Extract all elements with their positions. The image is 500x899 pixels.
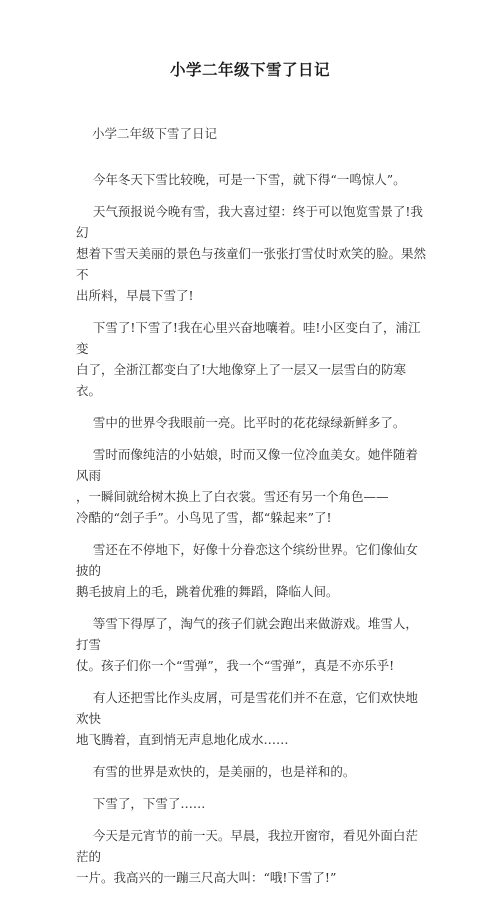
paragraph: 下雪了，下雪了…… <box>92 796 206 811</box>
paragraph: 下雪了!下雪了!我在心里兴奋地嚷着。哇!小区变白了，浦江变 白了，全浙江都变白了!大地像穿上了一层又一层雪白的防寒衣。 <box>76 320 421 398</box>
article-subtitle: 小学二年级下雪了日记 <box>92 126 218 141</box>
paragraph: 天气预报说今晚有雪，我大喜过望：终于可以饱览雪景了!我幻 想着下雪天美丽的景色与孩童们一张张打雪仗时欢笑的脸。果然不 出所料，早晨下雪了! <box>76 204 427 303</box>
paragraph: 雪时而像纯洁的小姑娘，时而又像一位冷血美女。她伴随着风雨 ，一瞬间就给树木换上了白衣裳。雪还有另一个角色—— 冷酷的“刽子手”。小鸟见了雪，都“躲起来”了! <box>76 447 418 525</box>
paragraph: 今天是元宵节的前一天。早晨，我拉开窗帘，看见外面白茫茫的 一片。我高兴的一蹦三尺高大叫：“哦!下雪了!” <box>76 828 418 885</box>
paragraph: 雪还在不停地下，好像十分眷恋这个缤纷世界。它们像仙女披的 鹅毛披肩上的毛，跳着优雅的舞蹈，降临人间。 <box>76 542 418 599</box>
page-title: 小学二年级下雪了日记 <box>169 60 330 79</box>
paragraph: 等雪下得厚了，淘气的孩子们就会跑出来做游戏。堆雪人，打雪 仗。孩子们你一个“雪弹”，我一个“雪弹”，真是不亦乐乎! <box>76 616 418 673</box>
article-body <box>76 169 428 899</box>
paragraph: 有人还把雪比作头皮屑，可是雪花们并不在意，它们欢快地欢快 地飞腾着，直到悄无声息地化成水…… <box>76 690 418 747</box>
paragraph: 有雪的世界是欢快的，是美丽的，也是祥和的。 <box>92 764 356 779</box>
paragraph: 今年冬天下雪比较晚，可是一下雪，就下得“一鸣惊人”。 <box>92 172 406 187</box>
paragraph: 雪中的世界令我眼前一亮。比平时的花花绿绿新鲜多了。 <box>92 415 406 430</box>
